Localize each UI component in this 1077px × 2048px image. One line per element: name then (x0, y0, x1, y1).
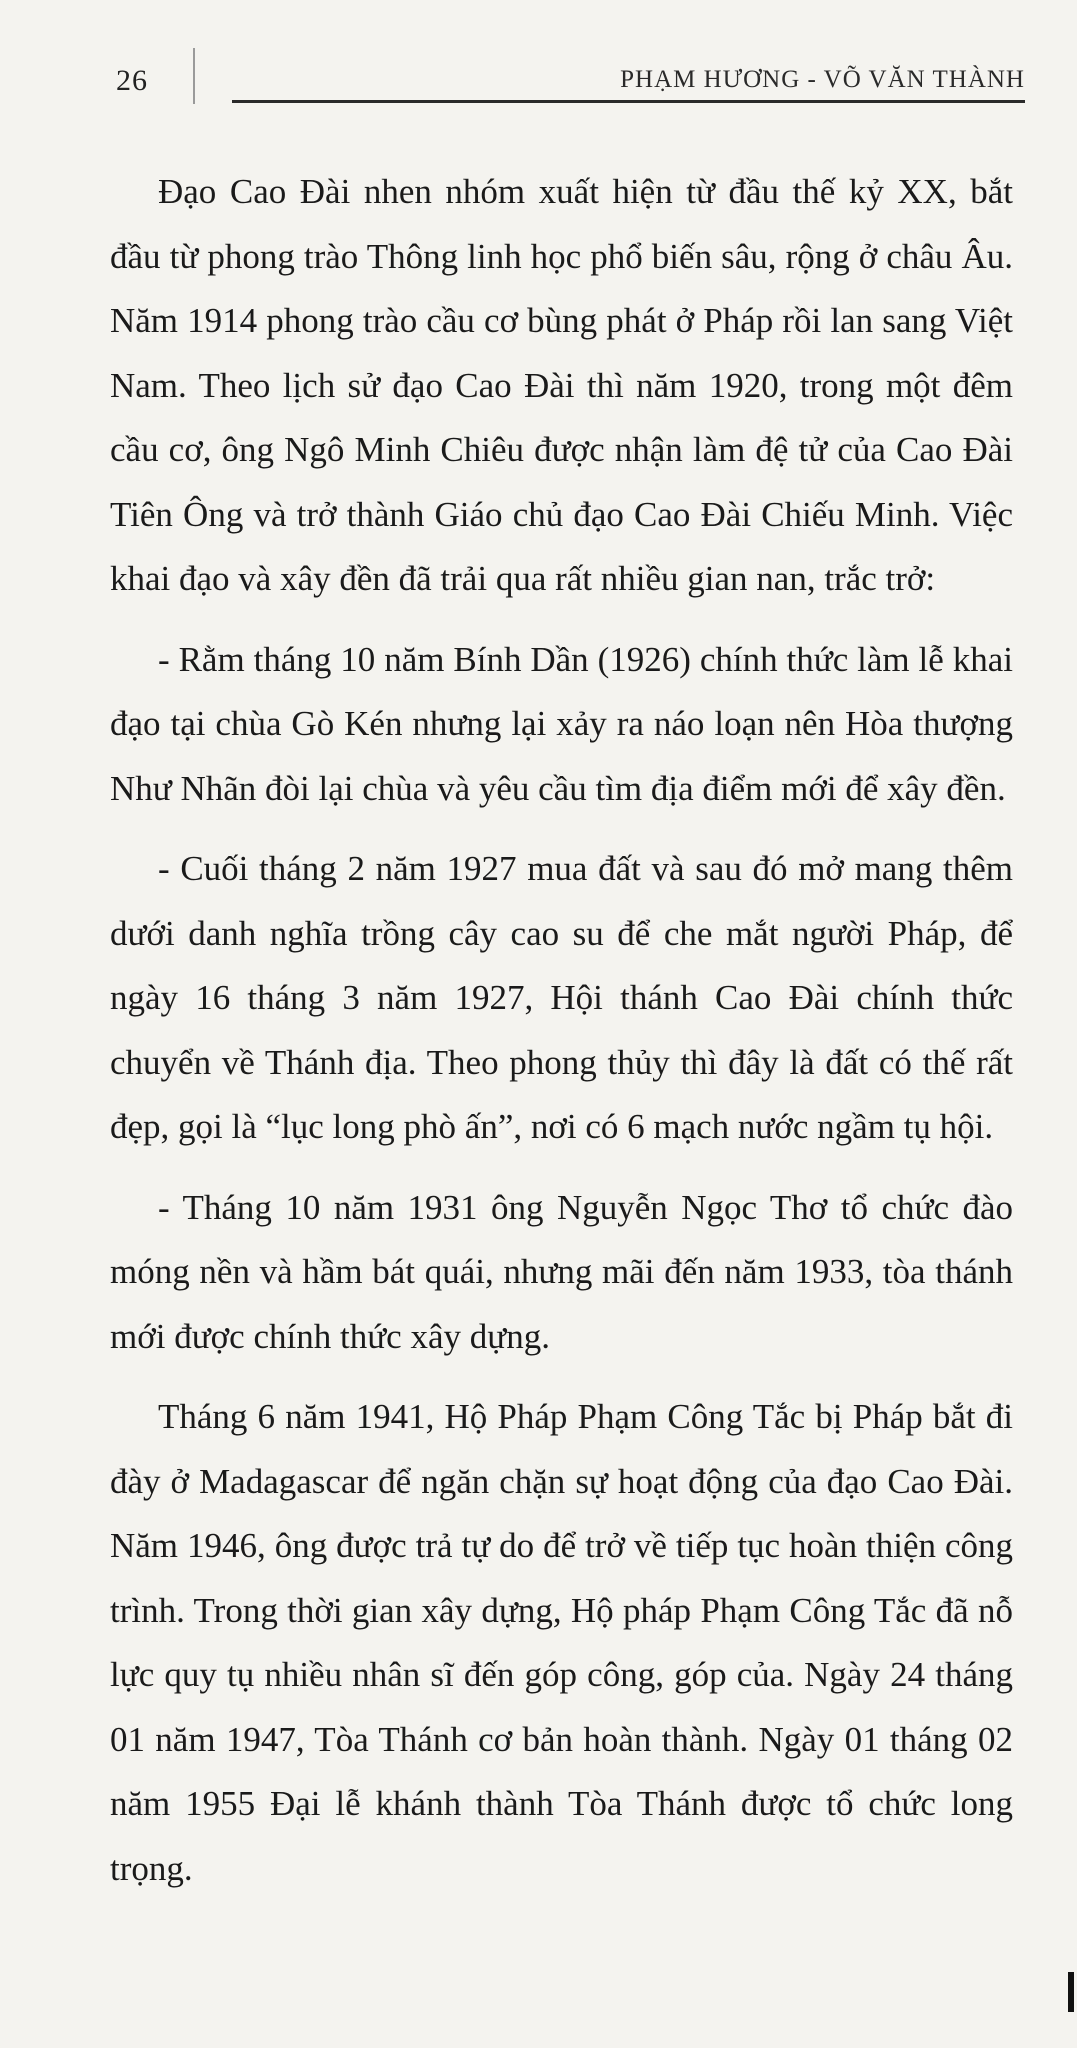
running-head: PHẠM HƯƠNG - VÕ VĂN THÀNH (620, 66, 1025, 93)
margin-mark (1068, 1972, 1074, 2012)
paragraph-intro: Đạo Cao Đài nhen nhóm xuất hiện từ đầu thế kỷ XX, bắt đầu từ phong trào Thông linh học phổ biến sâu, rộng ở châu Âu. Năm 1914 phong trào cầu cơ bùng phát ở Pháp rồi lan sang Việt Nam. Theo lịch sử đạo Cao Đài thì năm 1920, trong một đêm cầu cơ, ông Ngô Minh Chiêu được nhận làm đệ tử của Cao Đài Tiên Ông và trở thành Giáo chủ đạo Cao Đài Chiếu Minh. Việc khai đạo và xây đền đã trải qua rất nhiều gian nan, trắc trở: (110, 172, 1013, 598)
page-number: 26 (116, 64, 148, 97)
paragraph-bullet-1926: - Rằm tháng 10 năm Bính Dần (1926) chính thức làm lễ khai đạo tại chùa Gò Kén nhưng lại xảy ra náo loạn nên Hòa thượng Như Nhãn đòi lại chùa và yêu cầu tìm địa điểm mới để xây đền. (110, 639, 1013, 808)
page-header (0, 0, 1077, 120)
header-rule (232, 100, 1025, 103)
header-divider (193, 48, 195, 104)
paragraph-bullet-1931: - Tháng 10 năm 1931 ông Nguyễn Ngọc Thơ tổ chức đào móng nền và hầm bát quái, nhưng mãi đến năm 1933, tòa thánh mới được chính thức xây dựng. (110, 1187, 1013, 1356)
page-body (110, 160, 1013, 1917)
paragraph-bullet-1927: - Cuối tháng 2 năm 1927 mua đất và sau đó mở mang thêm dưới danh nghĩa trồng cây cao su để che mắt người Pháp, để ngày 16 tháng 3 năm 1927, Hội thánh Cao Đài chính thức chuyển về Thánh địa. Theo phong thủy thì đây là đất có thế rất đẹp, gọi là “lục long phò ấn”, nơi có 6 mạch nước ngầm tụ hội. (110, 849, 1013, 1146)
paragraph-1941: Tháng 6 năm 1941, Hộ Pháp Phạm Công Tắc bị Pháp bắt đi đày ở Madagascar để ngăn chặn sự hoạt động của đạo Cao Đài. Năm 1946, ông được trả tự do để trở về tiếp tục hoàn thiện công trình. Trong thời gian xây dựng, Hộ pháp Phạm Công Tắc đã nỗ lực quy tụ nhiều nhân sĩ đến góp công, góp của. Ngày 24 tháng 01 năm 1947, Tòa Thánh cơ bản hoàn thành. Ngày 01 tháng 02 năm 1955 Đại lễ khánh thành Tòa Thánh được tổ chức long trọng. (110, 1397, 1013, 1888)
